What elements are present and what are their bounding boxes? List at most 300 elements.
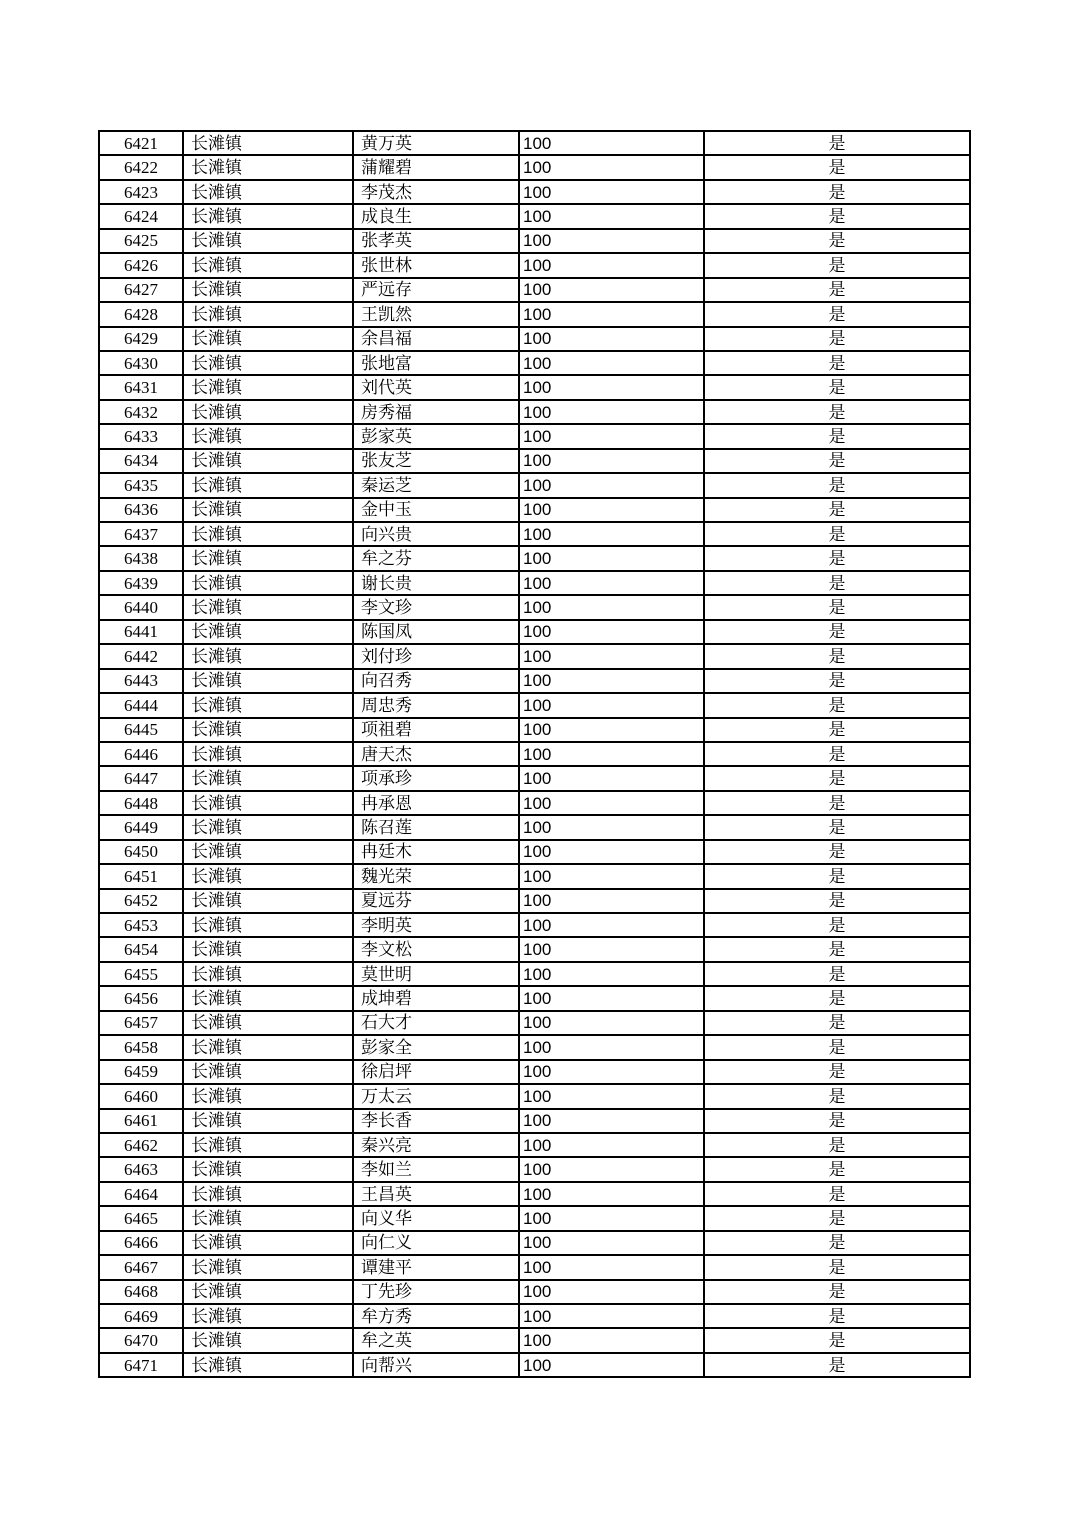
cell-flag: 是 xyxy=(704,571,970,595)
cell-flag: 是 xyxy=(704,278,970,302)
cell-id: 6469 xyxy=(99,1304,183,1328)
cell-name: 丁先珍 xyxy=(353,1280,519,1304)
cell-id: 6468 xyxy=(99,1280,183,1304)
cell-score: 100 xyxy=(519,1328,704,1352)
cell-score: 100 xyxy=(519,742,704,766)
table-row xyxy=(99,155,970,179)
cell-town: 长滩镇 xyxy=(183,644,353,668)
cell-score: 100 xyxy=(519,1109,704,1133)
cell-id: 6444 xyxy=(99,693,183,717)
cell-town: 长滩镇 xyxy=(183,840,353,864)
cell-flag: 是 xyxy=(704,1011,970,1035)
table-row xyxy=(99,253,970,277)
cell-score: 100 xyxy=(519,1353,704,1377)
table-row xyxy=(99,742,970,766)
cell-name: 王昌英 xyxy=(353,1182,519,1206)
table-row xyxy=(99,1231,970,1255)
table-row xyxy=(99,669,970,693)
table-row xyxy=(99,1060,970,1084)
cell-town: 长滩镇 xyxy=(183,571,353,595)
table-row xyxy=(99,180,970,204)
cell-name: 谭建平 xyxy=(353,1255,519,1279)
cell-id: 6439 xyxy=(99,571,183,595)
cell-town: 长滩镇 xyxy=(183,669,353,693)
cell-id: 6452 xyxy=(99,889,183,913)
cell-flag: 是 xyxy=(704,962,970,986)
cell-flag: 是 xyxy=(704,302,970,326)
cell-flag: 是 xyxy=(704,718,970,742)
cell-town: 长滩镇 xyxy=(183,1133,353,1157)
cell-flag: 是 xyxy=(704,424,970,448)
cell-score: 100 xyxy=(519,278,704,302)
cell-name: 项承珍 xyxy=(353,766,519,790)
cell-score: 100 xyxy=(519,693,704,717)
cell-name: 向召秀 xyxy=(353,669,519,693)
cell-name: 张友芝 xyxy=(353,449,519,473)
cell-name: 刘代英 xyxy=(353,375,519,399)
cell-town: 长滩镇 xyxy=(183,1353,353,1377)
cell-flag: 是 xyxy=(704,1353,970,1377)
cell-name: 谢长贵 xyxy=(353,571,519,595)
table-row xyxy=(99,546,970,570)
cell-name: 李文松 xyxy=(353,937,519,961)
cell-score: 100 xyxy=(519,962,704,986)
cell-flag: 是 xyxy=(704,742,970,766)
cell-score: 100 xyxy=(519,815,704,839)
cell-name: 向义华 xyxy=(353,1206,519,1230)
cell-score: 100 xyxy=(519,155,704,179)
cell-name: 牟之芬 xyxy=(353,546,519,570)
cell-score: 100 xyxy=(519,791,704,815)
cell-id: 6462 xyxy=(99,1133,183,1157)
cell-id: 6460 xyxy=(99,1084,183,1108)
cell-score: 100 xyxy=(519,473,704,497)
cell-name: 王凯然 xyxy=(353,302,519,326)
cell-score: 100 xyxy=(519,718,704,742)
cell-name: 向兴贵 xyxy=(353,522,519,546)
cell-town: 长滩镇 xyxy=(183,693,353,717)
table-row xyxy=(99,1353,970,1377)
cell-score: 100 xyxy=(519,253,704,277)
cell-id: 6424 xyxy=(99,204,183,228)
cell-id: 6466 xyxy=(99,1231,183,1255)
cell-name: 刘付珍 xyxy=(353,644,519,668)
cell-score: 100 xyxy=(519,131,704,155)
cell-name: 彭家英 xyxy=(353,424,519,448)
cell-score: 100 xyxy=(519,229,704,253)
cell-id: 6451 xyxy=(99,864,183,888)
cell-name: 夏远芬 xyxy=(353,889,519,913)
cell-id: 6433 xyxy=(99,424,183,448)
cell-score: 100 xyxy=(519,840,704,864)
cell-town: 长滩镇 xyxy=(183,1206,353,1230)
cell-town: 长滩镇 xyxy=(183,155,353,179)
cell-name: 黄万英 xyxy=(353,131,519,155)
cell-town: 长滩镇 xyxy=(183,424,353,448)
cell-score: 100 xyxy=(519,1084,704,1108)
table-row xyxy=(99,913,970,937)
cell-name: 陈召莲 xyxy=(353,815,519,839)
table-row xyxy=(99,1304,970,1328)
cell-id: 6453 xyxy=(99,913,183,937)
table-row xyxy=(99,131,970,155)
table-row xyxy=(99,864,970,888)
cell-town: 长滩镇 xyxy=(183,180,353,204)
cell-score: 100 xyxy=(519,571,704,595)
cell-score: 100 xyxy=(519,1182,704,1206)
table-row xyxy=(99,1328,970,1352)
table-row xyxy=(99,791,970,815)
cell-flag: 是 xyxy=(704,1182,970,1206)
cell-score: 100 xyxy=(519,327,704,351)
table-row xyxy=(99,718,970,742)
cell-score: 100 xyxy=(519,375,704,399)
table-row xyxy=(99,204,970,228)
cell-score: 100 xyxy=(519,864,704,888)
cell-id: 6456 xyxy=(99,986,183,1010)
cell-flag: 是 xyxy=(704,351,970,375)
cell-flag: 是 xyxy=(704,1280,970,1304)
cell-score: 100 xyxy=(519,204,704,228)
cell-name: 张地富 xyxy=(353,351,519,375)
cell-town: 长滩镇 xyxy=(183,253,353,277)
cell-town: 长滩镇 xyxy=(183,1182,353,1206)
cell-score: 100 xyxy=(519,449,704,473)
cell-town: 长滩镇 xyxy=(183,546,353,570)
cell-flag: 是 xyxy=(704,913,970,937)
cell-score: 100 xyxy=(519,351,704,375)
cell-name: 张世林 xyxy=(353,253,519,277)
table-row xyxy=(99,351,970,375)
cell-town: 长滩镇 xyxy=(183,1060,353,1084)
table-row xyxy=(99,571,970,595)
cell-id: 6442 xyxy=(99,644,183,668)
table-row xyxy=(99,473,970,497)
cell-id: 6440 xyxy=(99,595,183,619)
cell-flag: 是 xyxy=(704,253,970,277)
cell-flag: 是 xyxy=(704,669,970,693)
cell-flag: 是 xyxy=(704,180,970,204)
cell-score: 100 xyxy=(519,546,704,570)
cell-name: 牟方秀 xyxy=(353,1304,519,1328)
cell-flag: 是 xyxy=(704,644,970,668)
cell-name: 周忠秀 xyxy=(353,693,519,717)
cell-score: 100 xyxy=(519,1133,704,1157)
cell-name: 李文珍 xyxy=(353,595,519,619)
cell-id: 6447 xyxy=(99,766,183,790)
table-row xyxy=(99,986,970,1010)
cell-name: 金中玉 xyxy=(353,498,519,522)
cell-town: 长滩镇 xyxy=(183,889,353,913)
roster-table xyxy=(98,130,971,1378)
cell-score: 100 xyxy=(519,1304,704,1328)
table-row xyxy=(99,889,970,913)
cell-flag: 是 xyxy=(704,449,970,473)
cell-flag: 是 xyxy=(704,1084,970,1108)
cell-score: 100 xyxy=(519,889,704,913)
table-row xyxy=(99,766,970,790)
table-row xyxy=(99,229,970,253)
cell-name: 成坤碧 xyxy=(353,986,519,1010)
cell-flag: 是 xyxy=(704,1231,970,1255)
cell-score: 100 xyxy=(519,644,704,668)
cell-flag: 是 xyxy=(704,229,970,253)
cell-score: 100 xyxy=(519,595,704,619)
cell-name: 冉承恩 xyxy=(353,791,519,815)
cell-name: 成良生 xyxy=(353,204,519,228)
cell-town: 长滩镇 xyxy=(183,962,353,986)
cell-score: 100 xyxy=(519,1060,704,1084)
cell-town: 长滩镇 xyxy=(183,229,353,253)
cell-id: 6438 xyxy=(99,546,183,570)
cell-score: 100 xyxy=(519,1011,704,1035)
cell-town: 长滩镇 xyxy=(183,449,353,473)
cell-score: 100 xyxy=(519,1280,704,1304)
table-row xyxy=(99,1084,970,1108)
cell-town: 长滩镇 xyxy=(183,986,353,1010)
cell-id: 6435 xyxy=(99,473,183,497)
cell-town: 长滩镇 xyxy=(183,473,353,497)
cell-town: 长滩镇 xyxy=(183,1011,353,1035)
cell-town: 长滩镇 xyxy=(183,620,353,644)
cell-name: 蒲耀碧 xyxy=(353,155,519,179)
cell-flag: 是 xyxy=(704,1304,970,1328)
cell-id: 6427 xyxy=(99,278,183,302)
cell-flag: 是 xyxy=(704,1035,970,1059)
cell-town: 长滩镇 xyxy=(183,864,353,888)
cell-flag: 是 xyxy=(704,1206,970,1230)
cell-flag: 是 xyxy=(704,1328,970,1352)
cell-town: 长滩镇 xyxy=(183,1328,353,1352)
cell-town: 长滩镇 xyxy=(183,400,353,424)
table-row xyxy=(99,400,970,424)
cell-name: 牟之英 xyxy=(353,1328,519,1352)
cell-flag: 是 xyxy=(704,473,970,497)
cell-name: 魏光荣 xyxy=(353,864,519,888)
cell-name: 严远存 xyxy=(353,278,519,302)
cell-name: 项祖碧 xyxy=(353,718,519,742)
cell-flag: 是 xyxy=(704,815,970,839)
cell-name: 李明英 xyxy=(353,913,519,937)
cell-flag: 是 xyxy=(704,546,970,570)
cell-flag: 是 xyxy=(704,620,970,644)
table-row xyxy=(99,1011,970,1035)
cell-name: 李茂杰 xyxy=(353,180,519,204)
cell-score: 100 xyxy=(519,1157,704,1181)
cell-flag: 是 xyxy=(704,131,970,155)
cell-town: 长滩镇 xyxy=(183,766,353,790)
cell-score: 100 xyxy=(519,180,704,204)
cell-town: 长滩镇 xyxy=(183,1157,353,1181)
cell-town: 长滩镇 xyxy=(183,1084,353,1108)
cell-id: 6463 xyxy=(99,1157,183,1181)
cell-name: 莫世明 xyxy=(353,962,519,986)
cell-flag: 是 xyxy=(704,766,970,790)
table-row xyxy=(99,1206,970,1230)
table-row xyxy=(99,815,970,839)
cell-id: 6465 xyxy=(99,1206,183,1230)
cell-flag: 是 xyxy=(704,937,970,961)
cell-name: 余昌福 xyxy=(353,327,519,351)
cell-id: 6470 xyxy=(99,1328,183,1352)
cell-id: 6471 xyxy=(99,1353,183,1377)
cell-id: 6455 xyxy=(99,962,183,986)
table-row xyxy=(99,1109,970,1133)
cell-score: 100 xyxy=(519,1255,704,1279)
cell-town: 长滩镇 xyxy=(183,742,353,766)
table-row xyxy=(99,522,970,546)
cell-flag: 是 xyxy=(704,840,970,864)
cell-town: 长滩镇 xyxy=(183,1231,353,1255)
cell-score: 100 xyxy=(519,620,704,644)
cell-town: 长滩镇 xyxy=(183,351,353,375)
table-row xyxy=(99,644,970,668)
cell-id: 6428 xyxy=(99,302,183,326)
table-row xyxy=(99,375,970,399)
cell-id: 6458 xyxy=(99,1035,183,1059)
cell-town: 长滩镇 xyxy=(183,302,353,326)
cell-town: 长滩镇 xyxy=(183,278,353,302)
cell-score: 100 xyxy=(519,1035,704,1059)
cell-town: 长滩镇 xyxy=(183,1280,353,1304)
cell-score: 100 xyxy=(519,522,704,546)
cell-id: 6443 xyxy=(99,669,183,693)
cell-name: 冉廷木 xyxy=(353,840,519,864)
cell-id: 6431 xyxy=(99,375,183,399)
table-row xyxy=(99,1280,970,1304)
table-row xyxy=(99,327,970,351)
cell-id: 6467 xyxy=(99,1255,183,1279)
cell-flag: 是 xyxy=(704,791,970,815)
cell-name: 房秀福 xyxy=(353,400,519,424)
cell-flag: 是 xyxy=(704,1157,970,1181)
table-row xyxy=(99,1035,970,1059)
cell-town: 长滩镇 xyxy=(183,718,353,742)
cell-flag: 是 xyxy=(704,595,970,619)
cell-name: 李如兰 xyxy=(353,1157,519,1181)
cell-score: 100 xyxy=(519,400,704,424)
cell-id: 6459 xyxy=(99,1060,183,1084)
cell-flag: 是 xyxy=(704,327,970,351)
cell-name: 张孝英 xyxy=(353,229,519,253)
table-row xyxy=(99,278,970,302)
cell-id: 6450 xyxy=(99,840,183,864)
table-row xyxy=(99,1255,970,1279)
table-row xyxy=(99,302,970,326)
cell-flag: 是 xyxy=(704,1255,970,1279)
table-row xyxy=(99,424,970,448)
cell-name: 李长香 xyxy=(353,1109,519,1133)
cell-score: 100 xyxy=(519,302,704,326)
cell-id: 6445 xyxy=(99,718,183,742)
cell-flag: 是 xyxy=(704,498,970,522)
cell-town: 长滩镇 xyxy=(183,791,353,815)
cell-id: 6457 xyxy=(99,1011,183,1035)
table-row xyxy=(99,840,970,864)
table-row xyxy=(99,498,970,522)
cell-id: 6441 xyxy=(99,620,183,644)
cell-id: 6436 xyxy=(99,498,183,522)
cell-flag: 是 xyxy=(704,204,970,228)
cell-id: 6430 xyxy=(99,351,183,375)
cell-id: 6449 xyxy=(99,815,183,839)
roster-table-body xyxy=(99,131,970,1377)
cell-id: 6423 xyxy=(99,180,183,204)
cell-name: 彭家全 xyxy=(353,1035,519,1059)
cell-flag: 是 xyxy=(704,1133,970,1157)
cell-id: 6421 xyxy=(99,131,183,155)
cell-score: 100 xyxy=(519,937,704,961)
cell-flag: 是 xyxy=(704,1109,970,1133)
cell-town: 长滩镇 xyxy=(183,204,353,228)
cell-id: 6432 xyxy=(99,400,183,424)
cell-town: 长滩镇 xyxy=(183,815,353,839)
cell-flag: 是 xyxy=(704,522,970,546)
cell-name: 万太云 xyxy=(353,1084,519,1108)
table-row xyxy=(99,693,970,717)
cell-id: 6425 xyxy=(99,229,183,253)
table-row xyxy=(99,620,970,644)
cell-id: 6461 xyxy=(99,1109,183,1133)
cell-flag: 是 xyxy=(704,864,970,888)
cell-town: 长滩镇 xyxy=(183,1255,353,1279)
cell-name: 陈国凤 xyxy=(353,620,519,644)
table-row xyxy=(99,1182,970,1206)
cell-name: 向仁义 xyxy=(353,1231,519,1255)
cell-score: 100 xyxy=(519,424,704,448)
cell-id: 6454 xyxy=(99,937,183,961)
cell-score: 100 xyxy=(519,766,704,790)
cell-name: 秦运芝 xyxy=(353,473,519,497)
cell-flag: 是 xyxy=(704,693,970,717)
cell-flag: 是 xyxy=(704,889,970,913)
table-row xyxy=(99,937,970,961)
cell-town: 长滩镇 xyxy=(183,595,353,619)
cell-name: 秦兴亮 xyxy=(353,1133,519,1157)
cell-name: 石大才 xyxy=(353,1011,519,1035)
cell-town: 长滩镇 xyxy=(183,327,353,351)
cell-score: 100 xyxy=(519,1206,704,1230)
table-row xyxy=(99,1157,970,1181)
cell-id: 6437 xyxy=(99,522,183,546)
cell-score: 100 xyxy=(519,986,704,1010)
cell-flag: 是 xyxy=(704,155,970,179)
cell-flag: 是 xyxy=(704,400,970,424)
cell-town: 长滩镇 xyxy=(183,913,353,937)
table-row xyxy=(99,1133,970,1157)
cell-town: 长滩镇 xyxy=(183,375,353,399)
cell-id: 6464 xyxy=(99,1182,183,1206)
cell-town: 长滩镇 xyxy=(183,498,353,522)
cell-town: 长滩镇 xyxy=(183,131,353,155)
cell-town: 长滩镇 xyxy=(183,522,353,546)
cell-town: 长滩镇 xyxy=(183,1109,353,1133)
cell-town: 长滩镇 xyxy=(183,1304,353,1328)
cell-id: 6426 xyxy=(99,253,183,277)
cell-score: 100 xyxy=(519,669,704,693)
cell-id: 6446 xyxy=(99,742,183,766)
cell-flag: 是 xyxy=(704,1060,970,1084)
table-row xyxy=(99,595,970,619)
table-row xyxy=(99,962,970,986)
cell-name: 唐天杰 xyxy=(353,742,519,766)
cell-score: 100 xyxy=(519,1231,704,1255)
cell-id: 6434 xyxy=(99,449,183,473)
cell-score: 100 xyxy=(519,913,704,937)
cell-id: 6429 xyxy=(99,327,183,351)
cell-town: 长滩镇 xyxy=(183,937,353,961)
cell-flag: 是 xyxy=(704,375,970,399)
